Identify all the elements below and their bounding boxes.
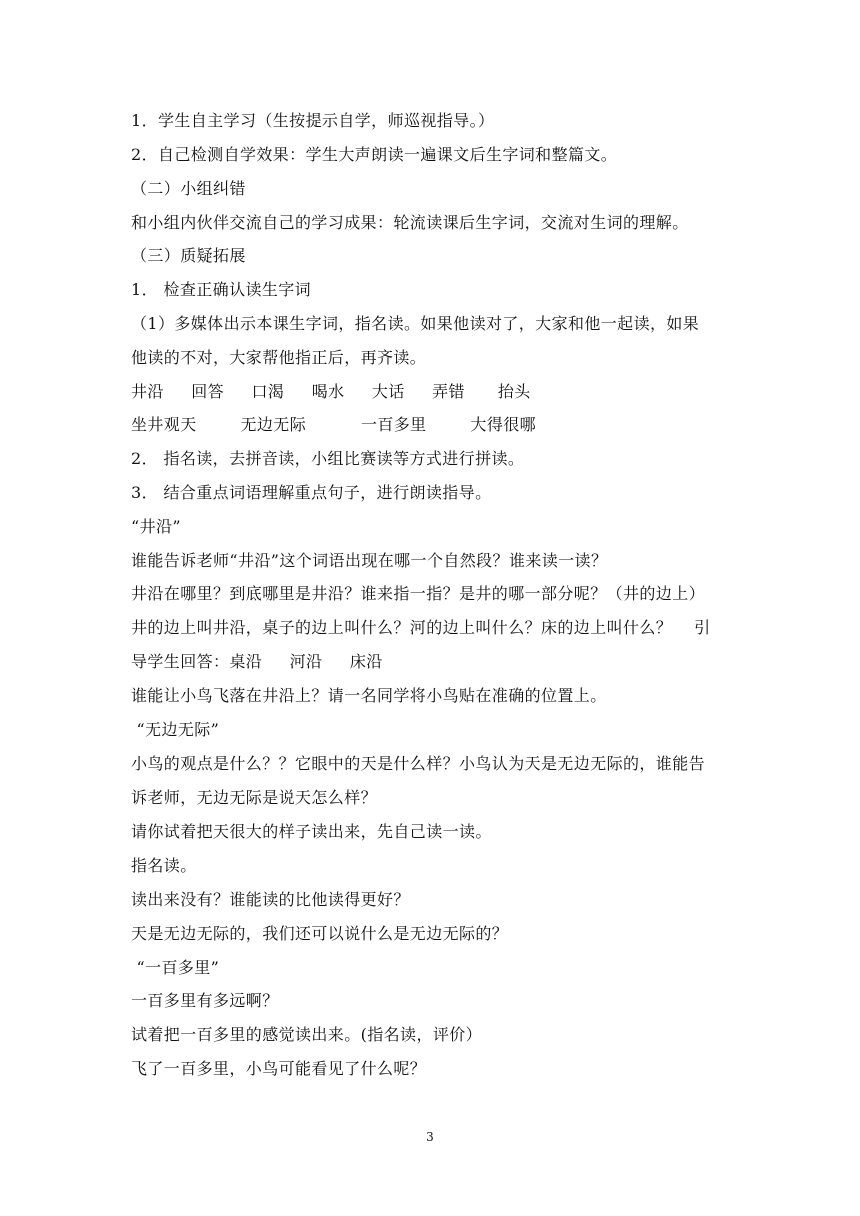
text-line: 他读的不对，大家帮他指正后，再齐读。 <box>131 348 427 367</box>
section-heading: （二）小组纠错 <box>131 179 246 198</box>
page-number: 3 <box>426 1130 434 1144</box>
text-line: 井沿在哪里？到底哪里是井沿？谁来指一指？是井的哪一部分呢？（井的边上） <box>131 584 706 603</box>
text-line: 2． 指名读，去拼音读，小组比赛读等方式进行拼读。 <box>131 449 525 468</box>
text-line: 诉老师，无边无际是说天怎么样？ <box>131 788 378 807</box>
text-line: 天是无边无际的，我们还可以说什么是无边无际的？ <box>131 924 509 943</box>
text-line: 一百多里有多远啊？ <box>131 991 279 1010</box>
text-line: 试着把一百多里的感觉读出来。(指名读，评价） <box>131 1025 483 1044</box>
text-line: 1．学生自主学习（生按提示自学，师巡视指导。） <box>131 111 495 130</box>
text-line: 指名读。 <box>131 856 197 875</box>
text-line: 2．自己检测自学效果：学生大声朗读一遍课文后生字词和整篇文。 <box>131 145 618 164</box>
text-line: 1． 检查正确认读生字词 <box>131 280 312 299</box>
text-line: 导学生回答：桌沿 河沿 床沿 <box>131 652 383 671</box>
key-word-heading: “一百多里” <box>131 958 220 977</box>
text-line: （1）多媒体出示本课生字词，指名读。如果他读对了，大家和他一起读，如果 <box>131 314 700 333</box>
text-line: 谁能告诉老师“井沿”这个词语出现在哪一个自然段？谁来读一读？ <box>131 551 608 570</box>
section-heading: （三）质疑拓展 <box>131 246 246 265</box>
text-line: 3． 结合重点词语理解重点句子，进行朗读指导。 <box>131 483 492 502</box>
key-word-heading: “无边无际” <box>131 720 220 739</box>
text-line: 井的边上叫井沿，桌子的边上叫什么？河的边上叫什么？床的边上叫什么？ 引 <box>131 618 711 637</box>
text-line: 读出来没有？谁能读的比他读得更好？ <box>131 890 410 909</box>
vocabulary-row: 坐井观天 无边无际 一百多里 大得很哪 <box>131 415 537 434</box>
key-word-heading: “井沿” <box>131 517 181 536</box>
text-line: 小鸟的观点是什么？？它眼中的天是什么样？小鸟认为天是无边无际的，谁能告 <box>131 754 706 773</box>
text-line: 飞了一百多里，小鸟可能看见了什么呢？ <box>131 1059 427 1078</box>
text-line: 和小组内伙伴交流自己的学习成果：轮流读课后生字词，交流对生词的理解。 <box>131 213 689 232</box>
text-line: 谁能让小鸟飞落在井沿上？请一名同学将小鸟贴在准确的位置上。 <box>131 686 607 705</box>
vocabulary-row: 井沿 回答 口渴 喝水 大话 弄错 抬头 <box>131 382 531 401</box>
text-line: 请你试着把天很大的样子读出来，先自己读一读。 <box>131 822 492 841</box>
